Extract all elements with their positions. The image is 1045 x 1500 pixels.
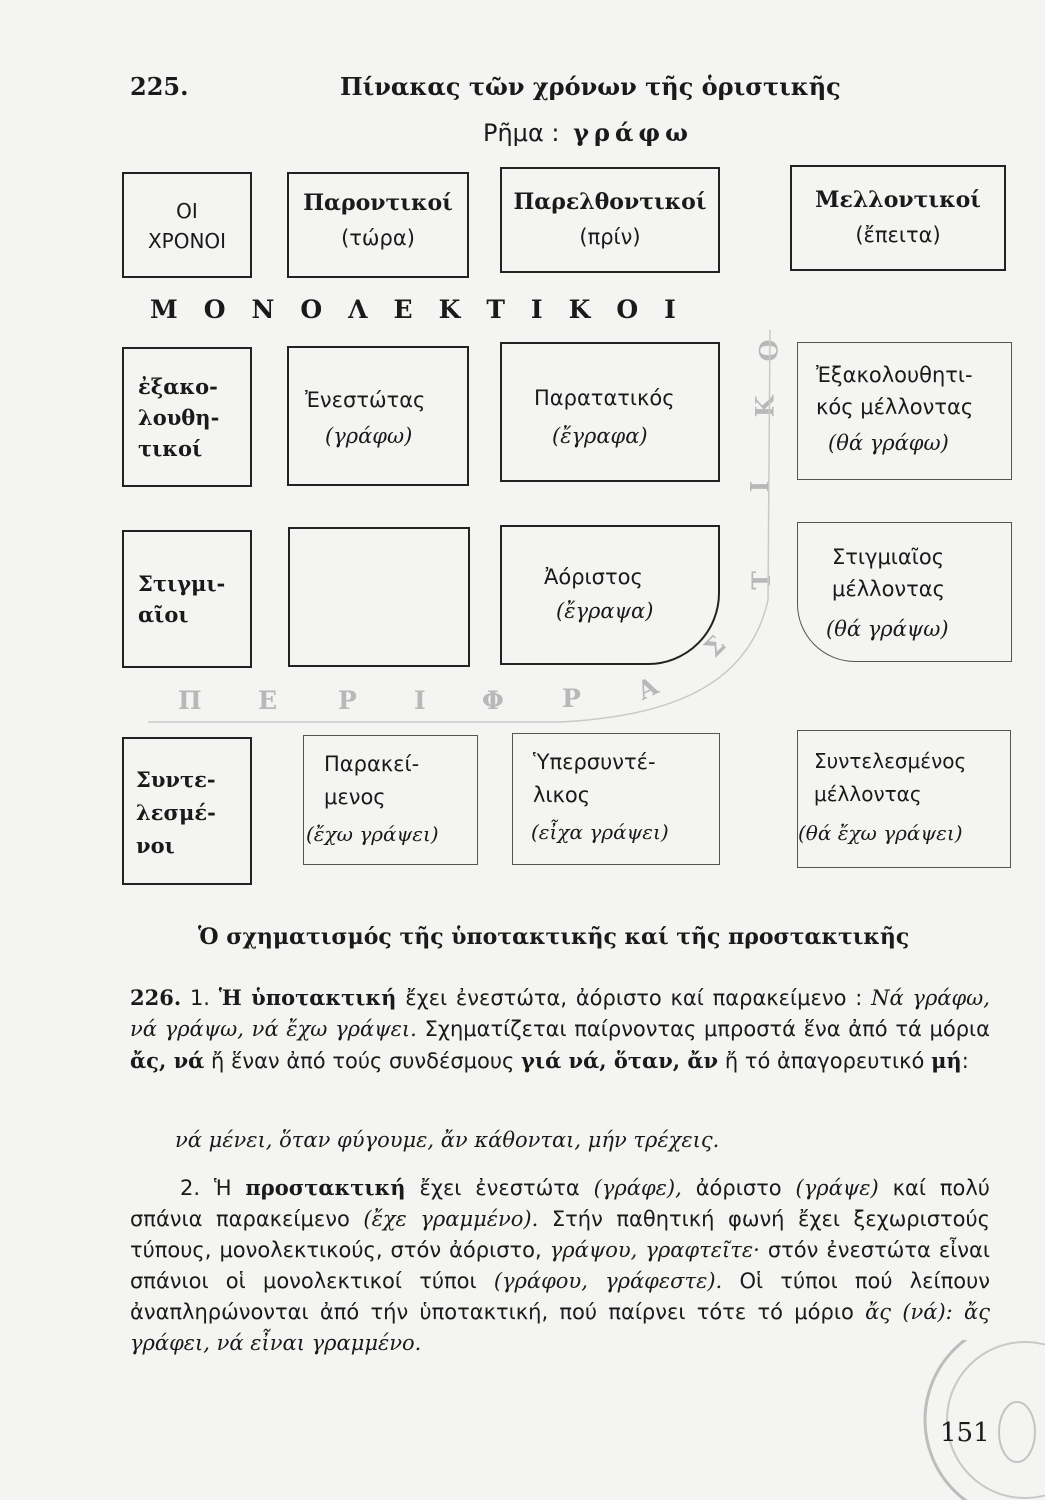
- periphrastic-label: Π Ε Ρ Ι Φ Ρ Α Σ Τ Ι Κ Ο: [178, 339, 784, 715]
- present-perfect-name: Παρακεί- μενος: [324, 752, 420, 809]
- past-column-title: Παρελθοντικοί: [513, 189, 707, 215]
- continuous-future-example: (θά γράφω): [828, 431, 949, 455]
- subheading: Ὁ σχηματισμός τῆς ὑποτακτικῆς καί τῆς προστακτικῆς: [198, 924, 910, 950]
- future-column-subtitle: (ἔπειτα): [855, 223, 941, 247]
- corner-label: ΟΙ ΧΡΟΝΟΙ: [147, 199, 227, 253]
- future-column-header: [790, 165, 1006, 271]
- imperative-term: προστακτική: [245, 1175, 406, 1200]
- paragraph-226-1: 226. 1. Ἡ ὑποτακτική ἔχει ἐνεστώτα, ἀόριστο καί παρακείμενο : Νά γράφω, νά γράψω, νά ἔχω γράψει. Σχηματίζεται παίρνοντας μπροστά ἕνα ἀπό τά μόρια ἄς, νά ἤ ἕναν ἀπό τούς συνδέσμους γιά νά, ὅταν, ἄν ἤ τό ἀπαγορευτικό μή:: [130, 985, 990, 1073]
- perfect-label-text: Συντε- λεσμέ- νοι: [136, 767, 216, 858]
- momentary-future-cell: [797, 522, 1012, 662]
- monolectic-label: Μ Ο Ν Ο Λ Ε Κ Τ Ι Κ Ο Ι: [150, 295, 676, 324]
- imperfect-tense-name: Παρατατικός: [534, 386, 675, 410]
- future-perfect-example: (θά ἔχω γράψει): [798, 821, 963, 845]
- future-perfect-cell: [797, 730, 1011, 868]
- present-column-subtitle: (τώρα): [341, 226, 415, 250]
- present-perfect-example: (ἔχω γράψει): [306, 822, 439, 846]
- future-perfect-name: Συντελεσμένος μέλλοντας: [814, 749, 967, 806]
- aorist-name: Ἀόριστος: [544, 565, 643, 589]
- present-column-title: Παροντικοί: [303, 190, 453, 216]
- pluperfect-name: Ὑπερσυντέ- λικος: [533, 750, 656, 807]
- present-tense-name: Ἐνεστώτας: [305, 388, 426, 412]
- aorist-example: (ἔγραψα): [556, 599, 654, 623]
- para-226-1-num: 1.: [189, 986, 210, 1010]
- present-perfect-cell: [303, 735, 478, 865]
- perfect-row-label: [122, 737, 252, 885]
- present-tense-example: (γράφω): [325, 424, 413, 448]
- section-number: 225.: [130, 72, 189, 101]
- continuous-future-name: Ἐξακολουθητι- κός μέλλοντας: [816, 363, 974, 419]
- continuous-future-cell: [797, 342, 1012, 480]
- continuous-label-text: ἐξακο- λουθη- τικοί: [138, 374, 220, 461]
- momentary-future-name: Στιγμιαῖος μέλλοντας: [832, 545, 945, 601]
- para-226-number: 226.: [130, 985, 182, 1010]
- imperfect-tense-example: (ἔγραφα): [552, 424, 648, 448]
- aorist-cell: [500, 525, 720, 665]
- past-column-subtitle: (πρίν): [579, 225, 641, 249]
- page-number: 151: [940, 1418, 990, 1448]
- corner-box: [122, 172, 252, 278]
- momentary-present-empty-cell: [288, 527, 470, 667]
- continuous-row-label: [122, 347, 252, 487]
- pluperfect-example: (εἶχα γράψει): [531, 820, 669, 844]
- verb-line: [483, 118, 693, 147]
- momentary-future-example: (θά γράψω): [826, 617, 949, 641]
- table-title: Πίνακας τῶν χρόνων τῆς ὁριστικῆς: [340, 72, 841, 101]
- verb-label: Ρῆμα :: [483, 119, 560, 147]
- pluperfect-cell: [512, 733, 720, 865]
- present-column-header: [287, 172, 469, 278]
- subjunctive-examples: νά μένει, ὅταν φύγουμε, ἄν κάθονται, μήν τρέχεις.: [175, 1128, 720, 1152]
- present-tense-cell: [287, 346, 469, 486]
- paragraph-226-2: 2. Ἡ προστακτική ἔχει ἐνεστώτα (γράφε), ἀόριστο (γράψε) καί πολύ σπάνια παρακείμενο (ἔχε γραμμένο). Στήν παθητική φωνή ἔχει ξεχωριστούς τύπους, μονολεκτικούς, στόν ἀόριστο, γράψου, γραφτεῖτε· στόν ἐνεστώτα εἶναι σπάνιοι οἱ μονολεκτικοί τύποι (γράφου, γράφεστε). Οἱ τύποι πού λείπουν ἀναπληρώνονται ἀπό τήν ὑποτακτική, πού παίρνει τότε τό μόριο ἄς (νά): ἄς γράφει, νά εἶναι γραμμένο.: [130, 1175, 991, 1355]
- future-column-title: Μελλοντικοί: [815, 187, 981, 213]
- verb: γράφω: [573, 118, 693, 147]
- subjunctive-term: Ἡ ὑποτακτική: [218, 985, 397, 1010]
- past-column-header: [500, 167, 720, 273]
- momentary-row-label: [122, 530, 252, 668]
- momentary-label-text: Στιγμι- αῖοι: [138, 571, 226, 627]
- para-226-2-num: 2.: [180, 1176, 201, 1200]
- imperfect-tense-cell: [500, 342, 720, 482]
